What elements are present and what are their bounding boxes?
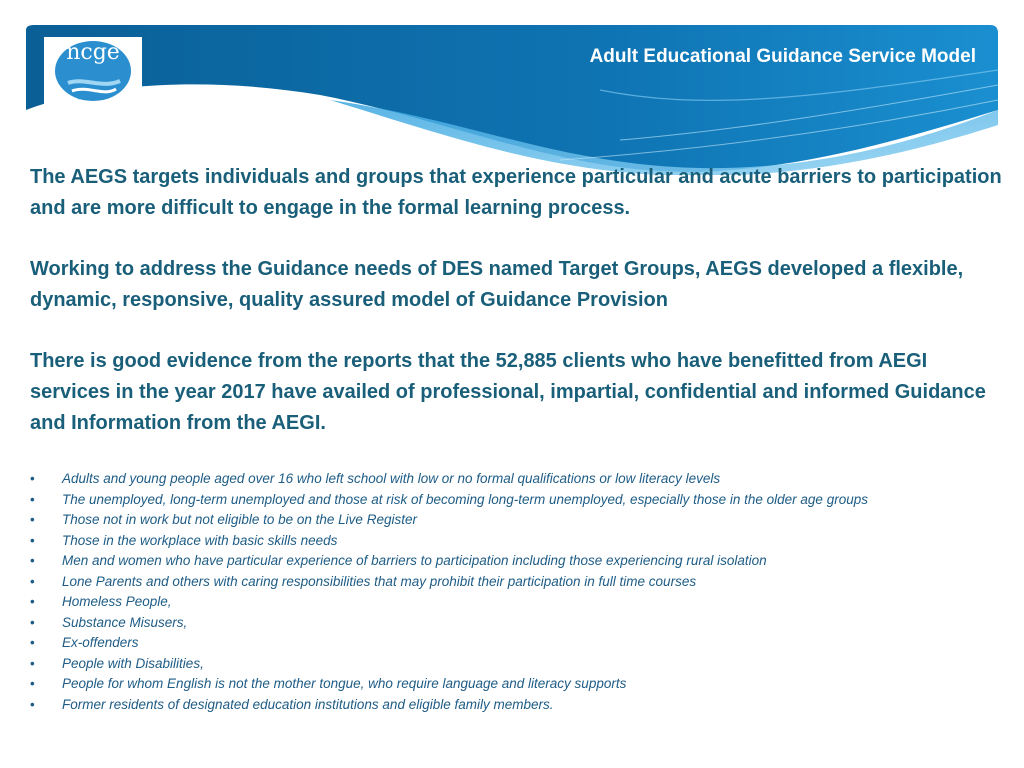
list-item-text: The unemployed, long-term unemployed and those at risk of becoming long-term unemployed, especially those in the older age groups <box>62 491 868 507</box>
paragraph-model: Working to address the Guidance needs of DES named Target Groups, AEGS developed a flexible, dynamic, responsive, quality assured model of Guidance Provision <box>30 258 964 311</box>
list-item-text: Lone Parents and others with caring responsibilities that may prohibit their participation in full time courses <box>62 573 697 589</box>
list-item-text: Ex-offenders <box>62 635 139 650</box>
list-item <box>30 551 1010 572</box>
list-item <box>30 510 1010 531</box>
list-item <box>30 695 1010 716</box>
target-group-list <box>30 469 1010 715</box>
bullet-icon: • <box>30 655 35 671</box>
header-wave-banner <box>0 0 1024 175</box>
list-item <box>30 531 1010 552</box>
list-item-text: Substance Misusers, <box>62 614 188 630</box>
list-item-text: Homeless People, <box>62 594 172 609</box>
page-title: Adult Educational Guidance Service Model <box>589 46 976 67</box>
bullet-icon: • <box>30 676 35 691</box>
list-item-text: Men and women who have particular experience of barriers to participation including those experiencing rural isolation <box>62 553 767 568</box>
list-item <box>30 572 1010 593</box>
list-item <box>30 490 1010 511</box>
bullet-icon: • <box>30 553 35 568</box>
bullet-icon: • <box>30 471 35 486</box>
bullet-icon: • <box>30 512 35 527</box>
bullet-icon: • <box>30 573 35 589</box>
list-item <box>30 674 1010 695</box>
paragraph-evidence: There is good evidence from the reports that the 52,885 clients who have benefitted from AEGI services in the year 2017 have availed of professional, impartial, confidential and informed Guidance and Information from the AEGI. <box>30 350 986 434</box>
list-item-text: Former residents of designated education institutions and eligible family members. <box>62 696 554 712</box>
list-item-text: Those in the workplace with basic skills needs <box>62 532 338 548</box>
paragraph-target-groups: The AEGS targets individuals and groups that experience particular and acute barriers to participation and are more difficult to engage in the formal learning process. <box>30 166 1002 219</box>
bullet-icon: • <box>30 532 35 548</box>
bullet-icon: • <box>30 491 35 507</box>
list-item <box>30 633 1010 654</box>
list-item <box>30 654 1010 675</box>
list-item <box>30 592 1010 613</box>
logo-text: ncge <box>66 40 120 65</box>
bullet-icon: • <box>30 696 35 712</box>
main-content <box>30 162 1010 715</box>
list-item-text: Those not in work but not eligible to be on the Live Register <box>62 512 417 527</box>
ncge-logo <box>44 37 142 107</box>
list-item <box>30 613 1010 634</box>
list-item-text: People for whom English is not the mother tongue, who require language and literacy supports <box>62 676 627 691</box>
list-item-text: Adults and young people aged over 16 who left school with low or no formal qualifications or low literacy levels <box>62 471 721 486</box>
bullet-icon: • <box>30 594 35 609</box>
list-item <box>30 469 1010 490</box>
list-item-text: People with Disabilities, <box>62 655 204 671</box>
bullet-icon: • <box>30 614 35 630</box>
bullet-icon: • <box>30 635 35 650</box>
